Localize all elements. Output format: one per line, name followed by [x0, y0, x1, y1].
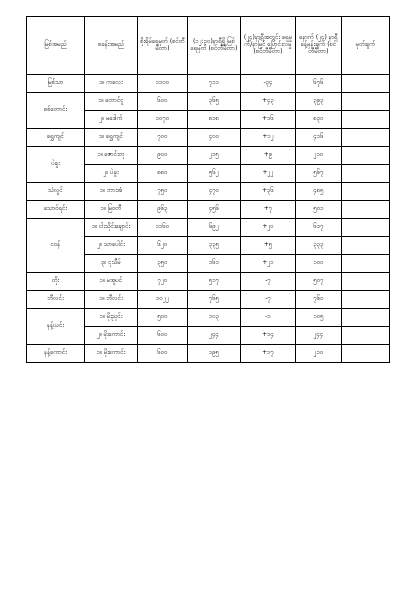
forecast-level: ၆၁၇	[296, 219, 342, 237]
river-name: ဘီလင်း	[27, 291, 85, 309]
station-name: ၂။ မဒေါက်	[85, 111, 138, 129]
station-name: ၂။ ပဲခူး	[85, 165, 138, 183]
header-station: စခန်းအမည်	[85, 17, 138, 75]
river-name: နန့်ကောင်း	[27, 345, 85, 363]
station-name: ၁။ ကလေး	[85, 75, 138, 93]
danger-level: ၁၁၆၀	[138, 219, 188, 237]
station-name: ၁။ တောင်ငူ	[85, 93, 138, 111]
remark	[342, 75, 390, 93]
remark	[342, 111, 390, 129]
danger-level: ၆၂၀	[138, 237, 188, 255]
today-level: ၂၁၅	[188, 147, 241, 165]
danger-level: ၆၀၀	[138, 93, 188, 111]
today-level: ၃၃၅	[188, 237, 241, 255]
remark	[342, 255, 390, 273]
danger-level: ၁၁၀၀	[138, 75, 188, 93]
forecast-level: ၅၆၇	[296, 165, 342, 183]
remark	[342, 129, 390, 147]
danger-level: ၃၅၀	[138, 255, 188, 273]
station-name: ၁။ ဇောင်းတု	[85, 147, 138, 165]
remark	[342, 327, 390, 345]
table-row	[27, 75, 390, 93]
station-name: ၂။ သာပေါင်း	[85, 237, 138, 255]
remark	[342, 219, 390, 237]
river-name: သံလွင်	[27, 183, 85, 201]
station-name: ၂။ မိုးကောင်း	[85, 327, 138, 345]
forecast-level: ၆၇၆	[296, 75, 342, 93]
header-river: မြစ်အမည်	[27, 17, 85, 75]
remark	[342, 93, 390, 111]
change-24h: +၁၄	[241, 327, 296, 345]
today-level: ၃၆၅	[188, 93, 241, 111]
danger-level: ၇၂၀	[138, 273, 188, 291]
change-24h: +၇	[241, 201, 296, 219]
today-level: ၁၆၁	[188, 255, 241, 273]
remark	[342, 237, 390, 255]
remark	[342, 309, 390, 327]
header-24h-change: (၂၄)နာရီအတွင်း ရေမှုက်/နာမြင် ပြောင်းလဲမှု (စင်တီမီတာ)	[241, 17, 296, 75]
river-name: ငဝန်	[27, 219, 85, 273]
river-name: မြစ်သာ	[27, 75, 85, 93]
change-24h: +၁၆	[241, 111, 296, 129]
remark	[342, 147, 390, 165]
remark	[342, 273, 390, 291]
station-name: ၁။ ဘားအံ	[85, 183, 138, 201]
remark	[342, 345, 390, 363]
station-name: ၃။ ငုသီမ်	[85, 255, 138, 273]
today-level: ၆၉၂	[188, 219, 241, 237]
table-row	[27, 345, 390, 363]
change-24h: +၂၁	[241, 255, 296, 273]
today-level: ၄၇၀	[188, 183, 241, 201]
today-level: ၁၀၃	[188, 309, 241, 327]
table-row	[27, 219, 390, 237]
danger-level: ၁၀၂၂	[138, 291, 188, 309]
header-remark: မှတ်ချက်	[342, 17, 390, 75]
today-level: ၄၀၀	[188, 129, 241, 147]
danger-level: ၆၀၀	[138, 345, 188, 363]
forecast-level: ၅၀၇	[296, 273, 342, 291]
change-24h: +၂၂	[241, 165, 296, 183]
change-24h: +၄၃	[241, 93, 296, 111]
station-name: ၁။ ရွှေကျင်	[85, 129, 138, 147]
change-24h: +၂၀	[241, 219, 296, 237]
change-24h: +၁၇	[241, 345, 296, 363]
forecast-level: ၁၀၀	[296, 255, 342, 273]
forecast-level: ၄၈၅	[296, 183, 342, 201]
change-24h: +၁၂	[241, 129, 296, 147]
header-danger-level: စိုးရိမ်ရေမှတ် (စင်တီမီတာ)	[138, 17, 188, 75]
forecast-level: ၂၁၀	[296, 345, 342, 363]
forecast-level: ၁၀၅	[296, 309, 342, 327]
table-row	[27, 291, 390, 309]
today-level: ၄၅၆	[188, 201, 241, 219]
danger-level: ၈၈၀	[138, 165, 188, 183]
danger-level: ၉၆၃	[138, 201, 188, 219]
table-row	[27, 201, 390, 219]
forecast-level: ၂၁၀	[296, 147, 342, 165]
remark	[342, 183, 390, 201]
table-row	[27, 309, 390, 327]
today-level: ၈၁၈	[188, 111, 241, 129]
danger-level: ၁၀၇၀	[138, 111, 188, 129]
today-level: ၁၉၅	[188, 345, 241, 363]
table-body	[27, 75, 390, 363]
river-name: နန့်ယင်း	[27, 309, 85, 345]
forecast-level: ၃၉၃	[296, 93, 342, 111]
table-row	[27, 93, 390, 111]
change-24h: -၁	[241, 309, 296, 327]
station-name: ၁။ မြဝတီ	[85, 201, 138, 219]
header-row	[27, 17, 390, 75]
header-today-level: (၁၂:၃၀)နာရီရှိ မြစ်ရေမှတ် (စင်တီမီတာ)	[188, 17, 241, 75]
remark	[342, 201, 390, 219]
today-level: ၇၁၁	[188, 75, 241, 93]
today-level: ၅၁၇	[188, 273, 241, 291]
river-level-table	[26, 16, 390, 363]
table-row	[27, 129, 390, 147]
river-name: သောင်ရင်း	[27, 201, 85, 219]
change-24h: +၉	[241, 147, 296, 165]
station-name: ၁။ မိုးညှင်း	[85, 309, 138, 327]
table-row	[27, 147, 390, 165]
forecast-level: ၂၄၄	[296, 327, 342, 345]
change-24h: -၇	[241, 291, 296, 309]
river-name: ပဲခူး	[27, 147, 85, 183]
remark	[342, 165, 390, 183]
river-name: တိုး	[27, 273, 85, 291]
danger-level: ၆၀၀	[138, 327, 188, 345]
change-24h: +၅	[241, 237, 296, 255]
danger-level: ၇၀၀	[138, 129, 188, 147]
danger-level: ၇၅၀	[138, 183, 188, 201]
table-row	[27, 183, 390, 201]
today-level: ၇၆၅	[188, 291, 241, 309]
today-level: ၅၆၂	[188, 165, 241, 183]
change-24h: -၇	[241, 273, 296, 291]
forecast-level: ၃၃၃	[296, 237, 342, 255]
forecast-level: ၄၁၆	[296, 129, 342, 147]
forecast-level: ၅၀၁	[296, 201, 342, 219]
station-name: ၁။ ဘီလင်း	[85, 291, 138, 309]
table-row	[27, 273, 390, 291]
river-name: ရွှေကျင်	[27, 129, 85, 147]
station-name: ၁။ မအူပင်	[85, 273, 138, 291]
today-level: ၂၄၄	[188, 327, 241, 345]
change-24h: +၃၆	[241, 183, 296, 201]
forecast-level: ၈၃၀	[296, 111, 342, 129]
header-forecast: နောက် (၂၄) နာရီ ခန့်မှန်းချက် (စင်တီမီတာ)	[296, 17, 342, 75]
station-name: ၁။ မိုးကောင်း	[85, 345, 138, 363]
station-name: ၁။ ငါးသိုင်းချောင်း	[85, 219, 138, 237]
danger-level: ၉၀၀	[138, 147, 188, 165]
river-name: စစ်တောင်း	[27, 93, 85, 129]
danger-level: ၅၀၀	[138, 309, 188, 327]
forecast-level: ၇၆၀	[296, 291, 342, 309]
remark	[342, 291, 390, 309]
change-24h: -၃၄	[241, 75, 296, 93]
